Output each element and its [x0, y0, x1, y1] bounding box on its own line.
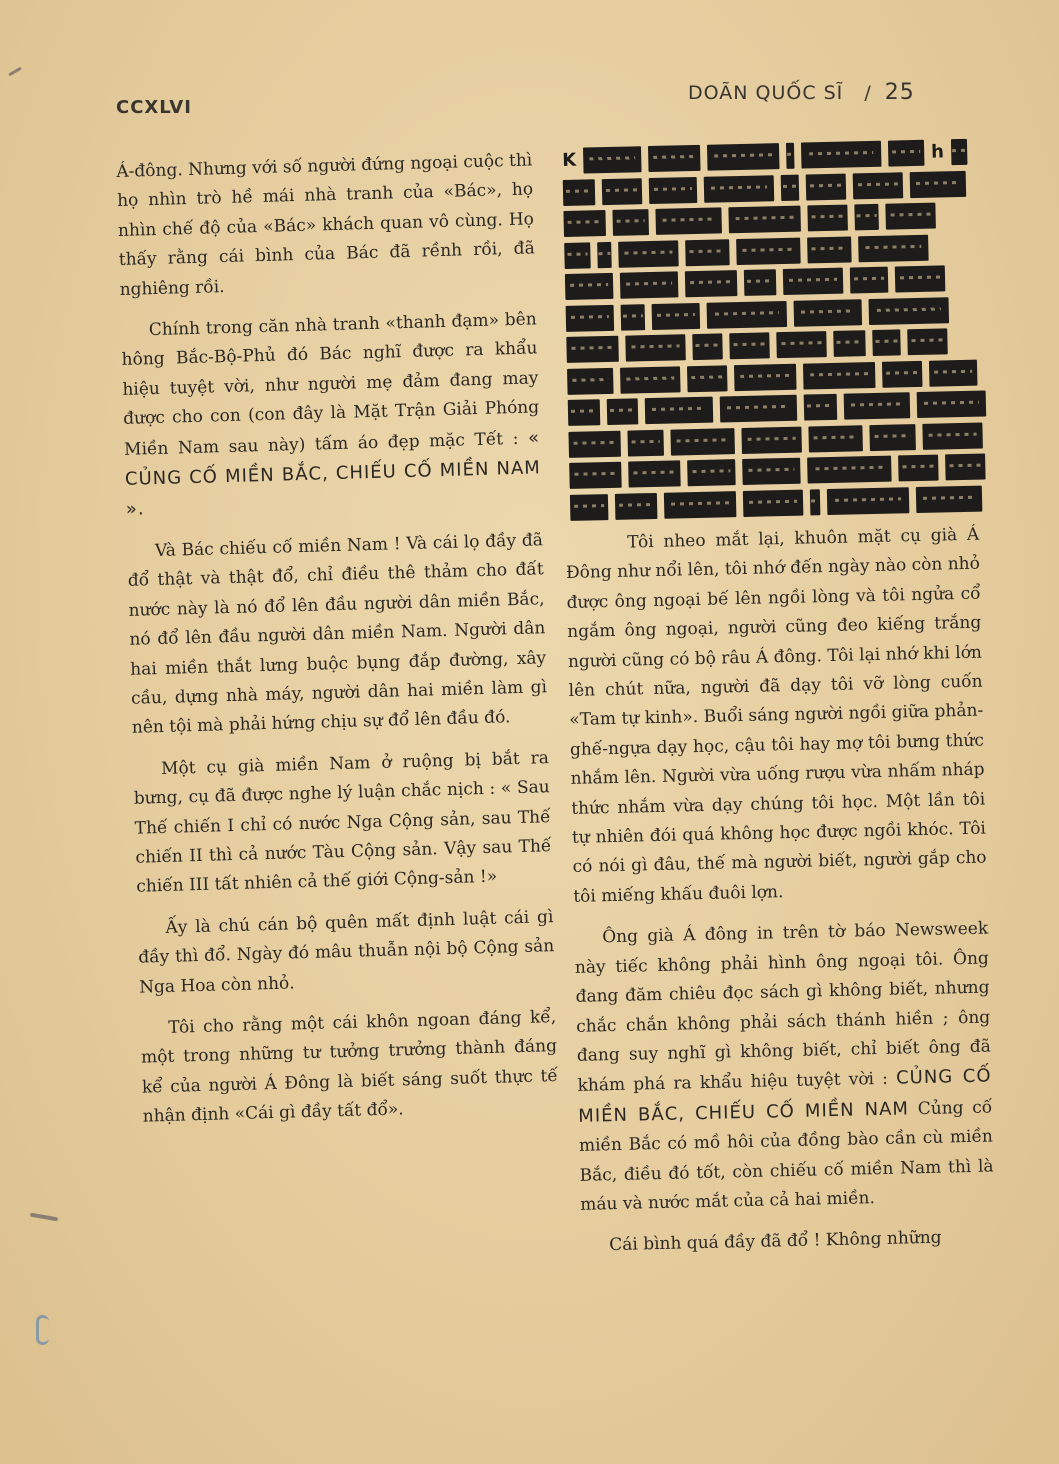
censor-bar: [803, 394, 837, 421]
censor-bar: [687, 365, 728, 392]
censor-bar: [728, 206, 801, 234]
censor-bar: [783, 268, 844, 295]
censor-bar: [945, 453, 986, 480]
censored-tail-letter: h: [930, 141, 945, 163]
censored-line: [562, 139, 980, 174]
censor-bar: [882, 360, 923, 387]
censor-bar: [951, 139, 968, 165]
censor-bar: [621, 304, 646, 331]
censored-line: [567, 359, 985, 394]
page-edge-mark: [8, 67, 22, 77]
censor-bar: [664, 491, 737, 519]
page-edge-mark: [30, 1213, 58, 1222]
censor-bar: [569, 462, 622, 489]
censor-bar: [786, 143, 795, 169]
censor-bar: [620, 271, 679, 298]
censor-bar: [744, 269, 777, 296]
censor-bar: [670, 428, 735, 455]
censor-bar: [781, 174, 800, 200]
paragraph: Tôi nheo mắt lại, khuôn mặt cụ già Á Đông như nổi lên, tôi nhớ đến ngày nào còn nhỏ được ông ngoại bế lên ngồi lòng và tôi ngửa cổ ngắm ông ngoại, người cũng đeo kiếng trắng người cũng có bộ râu Á đông. Tôi lại nhớ khi lớn lên chút nữa, người đã dạy tôi vỡ lòng cuốn «Tam tự kinh». Buổi sáng người ngồi giữa phản-ghế-ngựa dạy học, cậu tôi hay mợ tôi bưng thức nhắm lên. Người vừa uống rượu vừa nhấm nháp thức nhắm vừa dạy chúng tôi học. Một lần tôi tự nhiên đói quá không học được ngồi khóc. Tôi có nói gì đâu, thế mà người biết, người gắp cho tôi miếng khấu đuôi lợn.: [565, 524, 987, 907]
page-running-head-right: [688, 80, 915, 105]
censor-bar: [685, 239, 730, 266]
censor-bar: [685, 270, 738, 297]
censor-bar: [910, 170, 967, 197]
censor-bar: [620, 366, 681, 393]
censor-bar: [827, 487, 910, 515]
censor-bar: [741, 426, 802, 453]
censor-bar: [807, 205, 848, 232]
censor-bar: [565, 273, 614, 300]
censor-bar: [810, 489, 821, 515]
censor-bar: [868, 297, 949, 325]
censored-line: [568, 422, 986, 457]
censor-bar: [612, 209, 649, 236]
censor-bar: [628, 460, 681, 487]
censor-bar: [801, 141, 882, 169]
censor-bar: [563, 210, 606, 237]
censor-bar: [566, 304, 615, 331]
censored-line: [563, 202, 981, 237]
censor-bar: [858, 234, 929, 262]
censored-line: [570, 485, 988, 520]
page-running-head-left: CCXLVI: [116, 97, 192, 118]
censor-bar: [742, 458, 801, 485]
paragraph: [120, 305, 542, 525]
header-separator: /: [864, 82, 872, 104]
censor-bar: [652, 302, 701, 329]
censor-bar: [806, 173, 847, 200]
censor-bar: [833, 330, 866, 357]
censor-bar: [687, 459, 736, 486]
censor-bar: [794, 299, 863, 327]
paragraph-text: Chính trong căn nhà tranh «thanh đạm» bên hông Bắc-Bộ-Phủ đó Bác nghĩ được ra khẩu hiệu tuyệt vời, như người mẹ đảm đang may được cho con (con đây là Mặt Trận Giải Phóng Miền Nam sau này) tấm áo đẹp mặc Tết :: [121, 309, 540, 460]
censor-bar: [648, 145, 701, 172]
censor-bar: [618, 240, 679, 267]
censor-bar: [563, 179, 596, 206]
censor-bar: [916, 485, 983, 512]
page-edge-mark: [36, 1315, 49, 1345]
censored-line: [566, 327, 984, 362]
paragraph-text: Củng cố miền Bắc có mồ hôi của đồng bào cần cù miền Bắc, điều đó tốt, còn chiếu cố miền Nam thì là máu và nước mắt của cả hai miền.: [578, 1097, 994, 1215]
censor-bar: [606, 398, 638, 425]
censor-bar: [854, 204, 879, 231]
censor-bar: [649, 176, 698, 203]
censor-bar: [929, 359, 978, 386]
censor-bar: [895, 265, 946, 292]
censor-bar: [645, 397, 713, 425]
censor-bar: [567, 367, 614, 394]
slogan: CỦNG CỐ MIỀN BẮC, CHIẾU CỐ MIỀN NAM: [578, 1065, 992, 1127]
censor-bar: [615, 492, 658, 519]
censor-bar: [850, 267, 889, 294]
censor-bar: [564, 242, 591, 269]
censor-bar: [907, 328, 948, 355]
censor-bar: [808, 425, 863, 452]
censor-bar: [729, 332, 770, 359]
censor-bar: [922, 422, 983, 449]
paragraph: Á-đông. Nhưng với số người đứng ngoại cuộc thì họ nhìn trò hề mái nhà tranh của «Bác», họ nhìn chế độ của «Bác» khách quan vô cùng. Họ thấy rằng cái bình của Bác đã rềnh rồi, đã nghiêng rồi.: [116, 150, 535, 300]
censor-bar: [916, 390, 986, 418]
censor-bar: [583, 146, 642, 173]
censor-bar: [570, 494, 609, 521]
slogan: « CỦNG CỐ MIỀN BẮC, CHIẾU CỐ MIỀN NAM ».: [124, 426, 542, 521]
left-column: [116, 146, 559, 1144]
censored-line: [565, 264, 983, 299]
censor-bar: [807, 236, 852, 263]
censored-line: [569, 453, 987, 488]
censor-bar: [566, 336, 619, 363]
paragraph: Cái bình quá đầy đã đổ ! Không những: [609, 1227, 942, 1256]
censor-bar: [885, 203, 936, 230]
censor-bar: [869, 424, 916, 451]
censor-bar: [568, 430, 621, 457]
paragraph: Ấy là chú cán bộ quên mất định luật cái gì đầy thì đổ. Ngày đó mâu thuẫn nội bộ Cộng sản Nga Hoa còn nhỏ.: [138, 906, 555, 998]
censor-bar: [743, 489, 804, 516]
paragraph: [574, 915, 995, 1220]
censor-bar: [736, 237, 801, 264]
paragraph: Tôi cho rằng một cái khôn ngoan đáng kể, một trong những tư tưởng trưởng thành đáng kể của người Á Đông là biết sáng suốt thực tế nhận định «Cái gì đầy tất đổ».: [140, 1007, 559, 1127]
censor-bar: [888, 140, 925, 167]
author-name: DOÃN QUỐC SĨ: [688, 82, 844, 104]
censor-bar: [704, 175, 775, 203]
censor-bar: [803, 361, 876, 389]
censored-line: [564, 233, 982, 268]
censor-bar: [625, 334, 686, 361]
censor-bar: [719, 395, 797, 423]
censor-bar: [898, 455, 939, 482]
paragraph: Một cụ già miền Nam ở ruộng bị bắt ra bưng, cụ đã được nghe lý luận chắc nịch : « Sau Thế chiến I chỉ có nước Nga Cộng sản, sau Thế chiến II thì cả nước Tàu Cộng sản. Vậy sau Thế chiến III tất nhiên cả thế giới Cộng-sản !»: [133, 747, 552, 898]
censor-bar: [707, 300, 788, 328]
censor-bar: [597, 241, 612, 267]
censor-bar: [692, 333, 723, 360]
censor-bar: [776, 331, 827, 358]
censor-bar: [602, 178, 643, 205]
censored-lead-letter: K: [562, 149, 577, 171]
page-number: 25: [884, 80, 915, 105]
censor-bar: [734, 363, 797, 390]
censor-bar: [655, 207, 722, 234]
paragraph: Và Bác chiếu cố miền Nam ! Và cái lọ đầy đã đổ thật và thật đổ, chỉ điều thê thảm cho đất nước này là nó đổ lên đầu người dân miền Bắc, nó đổ lên đầu người dân miền Nam. Người dân hai miền thắt lưng buộc bụng đắp đường, xây cầu, dựng nhà máy, người dân hai miền làm gì nên tội mà phải hứng chịu sự đổ lên đầu đó.: [127, 530, 548, 739]
censor-bar: [627, 429, 664, 456]
censor-bar: [872, 329, 901, 356]
censor-bar: [844, 392, 910, 419]
censored-text-block: [562, 139, 988, 526]
censored-line: [563, 170, 981, 205]
censored-line: [566, 296, 984, 331]
right-column: [565, 521, 996, 1274]
censor-bar: [807, 456, 892, 484]
censor-bar: [568, 399, 600, 426]
paragraph-text: Ông già Á đông in trên tờ báo Newsweek này tiếc không phải hình ông ngoại tôi. Ông đang đăm chiêu đọc sách gì không biết, nhưng chắc chắn không phải sách thánh hiền ; ông đang suy nghĩ gì không biết, chỉ biết ông đã khám phá ra khẩu hiệu tuyệt vời :: [574, 918, 992, 1097]
censor-bar: [853, 172, 904, 199]
censor-bar: [707, 143, 780, 171]
censored-line: [568, 390, 986, 425]
